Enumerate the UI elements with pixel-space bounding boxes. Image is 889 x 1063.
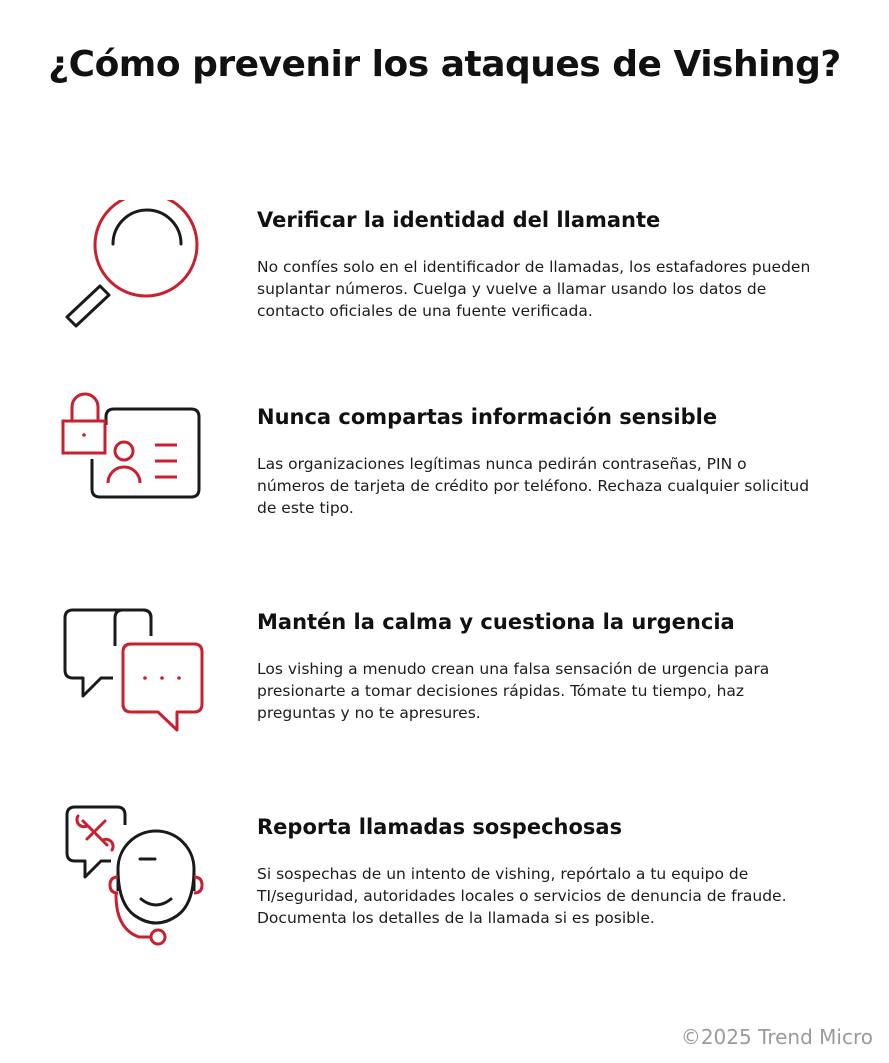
tip-verify-caller: [0, 208, 889, 378]
support-agent-icon: [55, 803, 215, 963]
copyright-footer: ©2025 Trend Micro: [680, 1025, 873, 1049]
tip-heading: Reporta llamadas sospechosas: [257, 815, 623, 839]
magnifier-icon: [55, 200, 215, 360]
tip-body: No confíes solo en el identificador de llamadas, los estafadores pueden suplantar números. Cuelga y vuelve a llamar usando los datos de contacto oficiales de una fuente verificada.: [257, 258, 811, 320]
tip-report-calls: [0, 815, 889, 985]
tip-body: Si sospechas de un intento de vishing, repórtalo a tu equipo de TI/seguridad, autoridades locales o servicios de denuncia de fraude. Documenta los detalles de la llamada si es posible.: [257, 865, 787, 927]
lock-id-card-icon: [55, 387, 215, 547]
tip-body: Las organizaciones legítimas nunca pedirán contraseñas, PIN o números de tarjeta de crédito por teléfono. Rechaza cualquier solicitud de este tipo.: [257, 455, 810, 517]
tip-body: Los vishing a menudo crean una falsa sensación de urgencia para presionarte a tomar decisiones rápidas. Tómate tu tiempo, haz preguntas y no te apresures.: [257, 660, 770, 722]
tip-stay-calm: [0, 610, 889, 780]
tip-heading: Nunca compartas información sensible: [257, 405, 718, 429]
chat-bubbles-icon: [55, 592, 215, 752]
tip-never-share: [0, 405, 889, 575]
page-title: ¿Cómo prevenir los ataques de Vishing?: [48, 44, 841, 85]
tip-heading: Verificar la identidad del llamante: [257, 208, 661, 232]
tip-heading: Mantén la calma y cuestiona la urgencia: [257, 610, 735, 634]
